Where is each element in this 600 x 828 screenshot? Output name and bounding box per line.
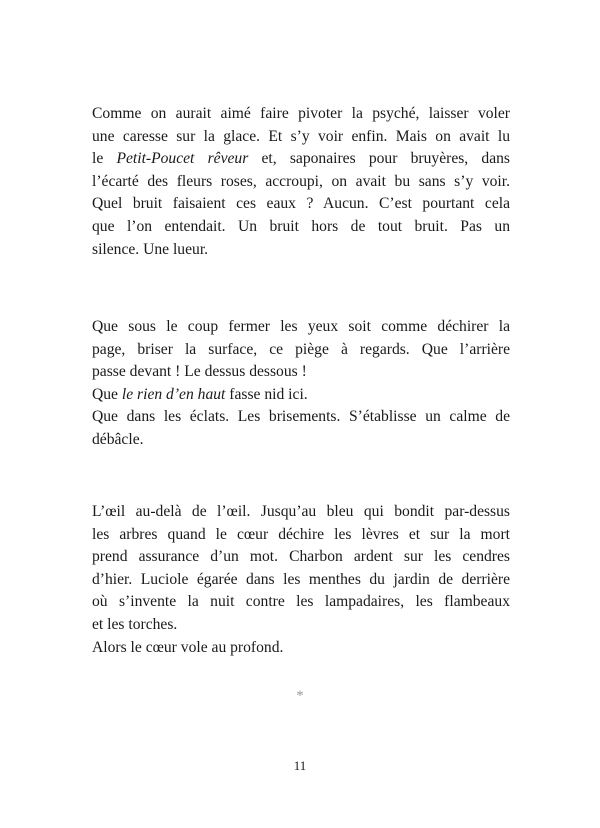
text-segment: les arbres quand le cœur déchire les lèvres et sur la mort [92,525,510,543]
text-segment: passe devant ! Le dessus dessous ! [92,363,307,381]
text-line [92,361,510,384]
text-segment: page, briser la surface, ce piège à regards. Que l’arrière [92,340,510,358]
text-line [92,384,510,407]
text-segment: d’hier. Luciole égarée dans les menthes du jardin de derrière [92,570,510,588]
text-line [92,193,510,216]
text-segment: fasse nid ici. [225,385,308,403]
italic-title: Petit-Poucet rêveur [116,150,249,168]
text-line [92,429,510,452]
text-line [92,524,510,547]
text-segment: que l’on entendait. Un bruit hors de tout bruit. Pas un [92,217,510,235]
text-line [92,406,510,429]
text-line [92,316,510,339]
text-line [92,591,510,614]
paragraph-3 [92,501,510,659]
text-segment: où s’invente la nuit contre les lampadaires, les flambeaux [92,593,510,611]
text-segment: Que sous le coup fermer les yeux soit comme déchirer la [92,318,510,335]
text-line [92,614,510,637]
text-segment: le [92,150,117,168]
text-line [92,216,510,239]
paragraph-2 [92,316,510,452]
page-number: 11 [293,758,307,773]
text-segment: Comme on aurait aimé faire pivoter la psyché, laisser voler [92,105,510,122]
text-segment: l’écarté des fleurs roses, accroupi, on avait bu sans s’y voir. [92,172,510,190]
text-line [92,171,510,194]
text-segment: Que [92,385,122,403]
text-segment: L’œil au-delà de l’œil. Jusqu’au bleu qui bondit par-dessus [92,503,510,520]
text-segment: silence. Une lueur. [92,240,209,258]
paragraph-1 [92,103,510,261]
section-separator: * [296,688,304,704]
text-segment: et les torches. [92,615,178,633]
italic-title: le rien d’en haut [121,385,226,403]
text-line [92,103,510,126]
text-segment: Alors le cœur vole au profond. [92,638,284,656]
text-line [92,126,510,149]
text-segment: une caresse sur la glace. Et s’y voir enfin. Mais on avait lu [92,127,510,145]
text-line [92,339,510,362]
text-line [92,546,510,569]
text-segment: débâcle. [92,430,144,448]
text-segment: Quel bruit faisaient ces eaux ? Aucun. C’est pourtant cela [92,195,510,213]
text-segment: prend assurance d’un mot. Charbon ardent sur les cendres [92,548,510,566]
text-line [92,569,510,592]
text-line [92,501,510,524]
text-line [92,239,510,262]
text-segment: Que dans les éclats. Les brisements. S’établisse un calme de [92,408,510,426]
text-line [92,148,510,171]
text-segment: et, saponaires pour bruyères, dans [248,150,510,168]
text-line [92,637,510,660]
